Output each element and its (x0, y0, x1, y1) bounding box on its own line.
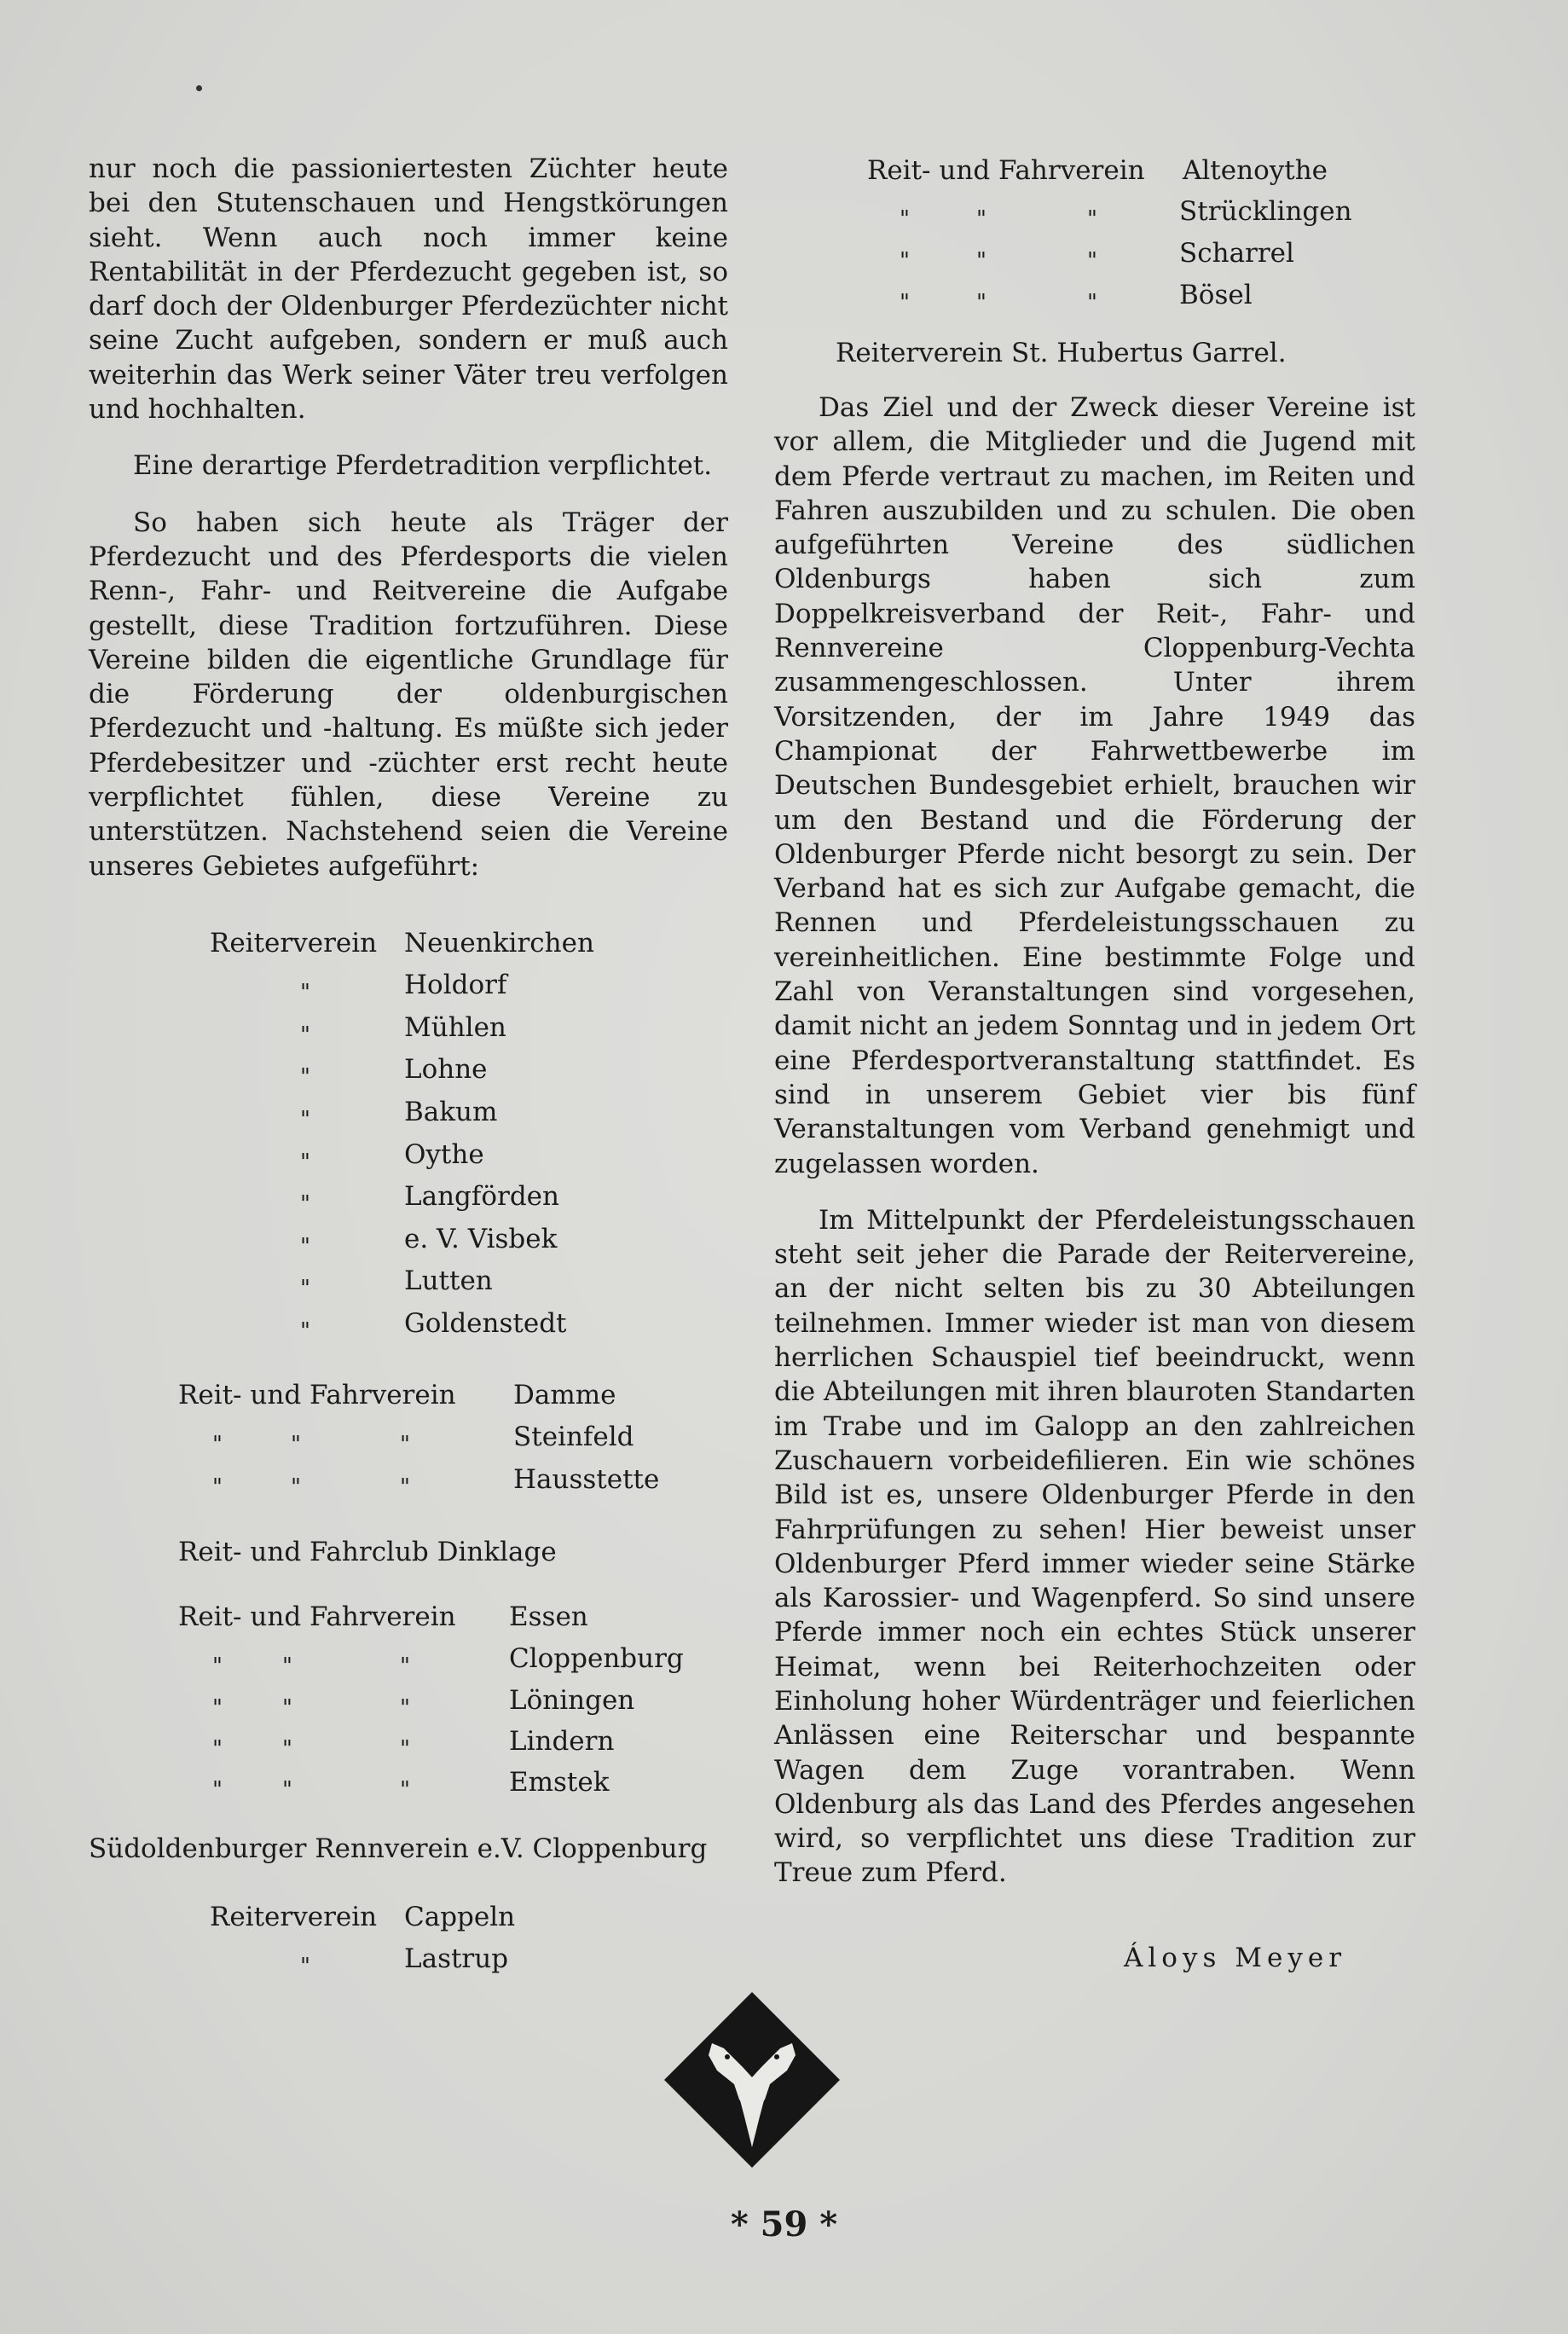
ditto-mark: " (300, 1107, 310, 1132)
ditto-mark: " (300, 1276, 310, 1301)
ditto-mark: " (400, 1736, 410, 1762)
left-paragraph-1: nur noch die passioniertesten Züchter heute bei den Stutenschauen und Hengstkörungen sieht. Wenn auch noch immer keine Rentabilität in der Pferdezucht gegeben ist, so darf doch der Oldenburger Pferdezüchter nicht seine Zucht aufgeben, sondern er muß auch weiterhin das Werk seiner Väter treu verfolgen und hochhalten. (89, 153, 728, 426)
ditto-mark: " (900, 248, 910, 274)
ditto-mark: " (282, 1777, 292, 1803)
ditto-mark: " (212, 1695, 223, 1721)
right-column-text (774, 391, 1415, 1891)
club-place: Goldenstedt (404, 1308, 567, 1339)
club-place: Altenoythe (1183, 155, 1328, 186)
club-lead: Reit- und Fahrverein (867, 155, 1145, 186)
ditto-mark: " (400, 1653, 410, 1679)
club-lead: Reit- und Fahrverein (178, 1601, 456, 1632)
ditto-mark: " (300, 980, 310, 1005)
club-place: Neuenkirchen (404, 928, 594, 959)
club-place: Lindern (509, 1726, 615, 1757)
left-paragraph-3: So haben sich heute als Träger der Pferdezucht und des Pferdesports die vielen Renn-, Fahr- und Reitvereine die Aufgabe gestellt, diese Tradition fortzuführen. Diese Vereine bilden die eigentliche Grundlage für die Förderung der oldenburgischen Pferdezucht und -haltung. Es müßte sich jeder Pferdebesitzer und -züchter erst recht heute verpflichtet fühlen, diese Vereine zu unterstützen. Nachstehend seien die Vereine unseres Gebietes aufgeführt: (89, 507, 728, 882)
ditto-mark: " (1087, 290, 1097, 316)
right-paragraph-1: Das Ziel und der Zweck dieser Vereine ist vor allem, die Mitglieder und die Jugend mit dem Pferde vertraut zu machen, im Reiten und Fahren auszubilden und zu schulen. Die oben aufgeführten Vereine des südlichen Oldenburgs haben sich zum Doppelkreisverband der Reit-, Fahr- und Rennvereine Cloppenburg-Vechta zusammengeschlossen. Unter ihrem Vorsitzenden, der im Jahre 1949 das Championat der Fahrwettbewerbe im Deutschen Bundesgebiet erhielt, brauchen wir um den Bestand und die Förderung der Oldenburger Pferde nicht besorgt zu sein. Der Verband hat es sich zur Aufgabe gemacht, die Rennen und Pferdeleistungsschauen zu vereinheitlichen. Eine bestimmte Folge und Zahl von Veranstaltungen sind vorgesehen, damit nicht an jedem Sonntag und in jedem Ort eine Pferdesportveranstaltung stattfindet. Es sind in unserem Gebiet vier bis fünf Veranstaltungen vom Verband genehmigt und zugelassen worden. (774, 392, 1415, 1179)
author-signature: Áloys Meyer (1124, 1943, 1347, 1973)
ditto-mark: " (300, 1954, 310, 1979)
ditto-mark: " (282, 1653, 292, 1679)
club-place: Steinfeld (513, 1422, 634, 1452)
ditto-mark: " (300, 1150, 310, 1175)
ditto-mark: " (291, 1432, 301, 1457)
club-place: Lastrup (404, 1943, 509, 1974)
ditto-mark: " (282, 1736, 292, 1762)
club-lead: Reit- und Fahrverein (178, 1380, 456, 1410)
ditto-mark: " (400, 1777, 410, 1803)
club-place: Essen (509, 1601, 588, 1632)
club-place: Lohne (404, 1054, 488, 1085)
club-place: Mühlen (404, 1012, 506, 1043)
ditto-mark: " (212, 1777, 223, 1803)
ditto-mark: " (900, 206, 910, 232)
print-speck (196, 85, 202, 91)
ditto-mark: " (300, 1191, 310, 1217)
club-garrel: Reiterverein St. Hubertus Garrel. (836, 338, 1287, 368)
horse-head-emblem-icon (661, 1989, 843, 2171)
club-place: Scharrel (1179, 238, 1294, 269)
club-place: Bakum (404, 1097, 498, 1127)
ditto-mark: " (976, 290, 987, 316)
club-place: Cappeln (404, 1902, 516, 1932)
club-place: Strücklingen (1179, 196, 1352, 227)
club-place: Damme (513, 1380, 616, 1410)
ditto-mark: " (900, 290, 910, 316)
ditto-mark: " (212, 1432, 223, 1457)
club-name: Südoldenburger Rennverein e.V. Cloppenburg (89, 1833, 708, 1864)
ditto-mark: " (1087, 206, 1097, 232)
ditto-mark: " (282, 1695, 292, 1721)
club-place: Cloppenburg (509, 1643, 684, 1674)
ditto-mark: " (300, 1064, 310, 1090)
club-name: Reit- und Fahrclub Dinklage (178, 1537, 557, 1567)
ditto-mark: " (400, 1432, 410, 1457)
ditto-mark: " (212, 1736, 223, 1762)
page-number: * 59 * (730, 2204, 838, 2244)
club-place: Emstek (509, 1767, 610, 1798)
ditto-mark: " (400, 1474, 410, 1500)
ditto-mark: " (976, 248, 987, 274)
club-place: Hausstette (513, 1464, 660, 1495)
club-place: Langförden (404, 1181, 559, 1212)
club-place: Bösel (1179, 280, 1253, 310)
ditto-mark: " (400, 1695, 410, 1721)
ditto-mark: " (300, 1022, 310, 1048)
club-place: Löningen (509, 1685, 635, 1716)
left-column-text (89, 152, 728, 883)
right-paragraph-2: Im Mittelpunkt der Pferdeleistungsschauen steht seit jeher die Parade der Reitervereine, an der nicht selten bis zu 30 Abteilungen teilnehmen. Immer wieder ist man von diesem herrlichen Schauspiel tief beeindruckt, wenn die Abteilungen mit ihren blauroten Standarten im Trabe und im Galopp an den zahlreichen Zuschauern vorbeidefilieren. Ein wie schönes Bild ist es, unsere Oldenburger Pferde in den Fahrprüfungen zu sehen! Hier beweist unser Oldenburger Pferd immer wieder seine Stärke als Karossier- und Wagenpferd. So sind unsere Pferde immer noch ein echtes Stück unserer Heimat, wenn bei Reiterhochzeiten oder Einholung hoher Würdenträger und feierlichen Anlässen eine Reiterschar und bespannte Wagen dem Zuge vorantraben. Wenn Oldenburg als das Land des Pferdes angesehen wird, so verpflichtet uns diese Tradition zur Treue zum Pferd. (774, 1204, 1415, 1889)
club-lead: Reiterverein (210, 1902, 378, 1932)
ditto-mark: " (212, 1474, 223, 1500)
ditto-mark: " (300, 1234, 310, 1260)
ditto-mark: " (300, 1318, 310, 1344)
ditto-mark: " (1087, 248, 1097, 274)
club-place: e. V. Visbek (404, 1224, 558, 1254)
club-place: Lutten (404, 1265, 493, 1296)
ditto-mark: " (976, 206, 987, 232)
club-place: Holdorf (404, 970, 507, 1000)
ditto-mark: " (291, 1474, 301, 1500)
left-paragraph-2: Eine derartige Pferdetradition verpflichtet. (133, 450, 713, 482)
club-lead: Reiterverein (210, 928, 378, 959)
club-place: Oythe (404, 1139, 484, 1170)
ditto-mark: " (212, 1653, 223, 1679)
